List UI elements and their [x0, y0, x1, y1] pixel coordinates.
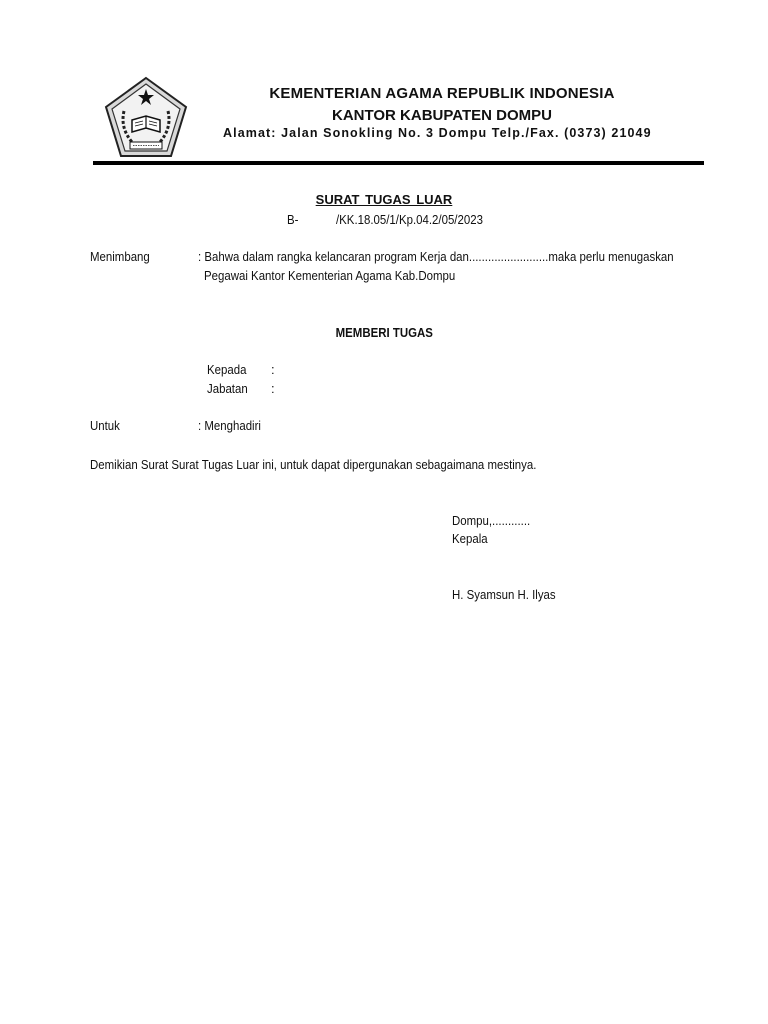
document-title: SURAT TUGAS LUAR [315, 192, 453, 207]
closing-statement: Demikian Surat Surat Tugas Luar ini, untuk dapat dipergunakan sebagaimana mestinya. [90, 457, 537, 472]
kepada-colon: : [271, 362, 275, 377]
menimbang-text-line2: Pegawai Kantor Kementerian Agama Kab.Dompu [204, 268, 456, 283]
letterhead-address: Alamat: Jalan Sonokling No. 3 Dompu Telp./Fax. (0373) 21049 [223, 126, 652, 140]
kepada-label: Kepada [207, 362, 247, 377]
signature-name: H. Syamsun H. Ilyas [452, 587, 556, 602]
letterhead-divider [93, 161, 704, 165]
signature-position: Kepala [452, 531, 488, 546]
document-number: /KK.18.05/1/Kp.04.2/05/2023 [336, 212, 483, 227]
letterhead-ministry: KEMENTERIAN AGAMA REPUBLIK INDONESIA [269, 85, 615, 102]
jabatan-colon: : [271, 381, 275, 396]
untuk-value: : Menghadiri [198, 418, 261, 433]
menimbang-text-line1: : Bahwa dalam rangka kelancaran program Kerja dan.........................maka perlu menugaskan [198, 249, 674, 264]
menimbang-label: Menimbang [90, 249, 150, 264]
untuk-label: Untuk [90, 418, 120, 433]
jabatan-label: Jabatan [207, 381, 248, 396]
letterhead-office: KANTOR KABUPATEN DOMPU [332, 107, 552, 124]
signature-place-date: Dompu,............ [452, 513, 531, 528]
document-number-prefix: B- [287, 212, 299, 227]
section-heading: MEMBERI TUGAS [335, 325, 433, 340]
